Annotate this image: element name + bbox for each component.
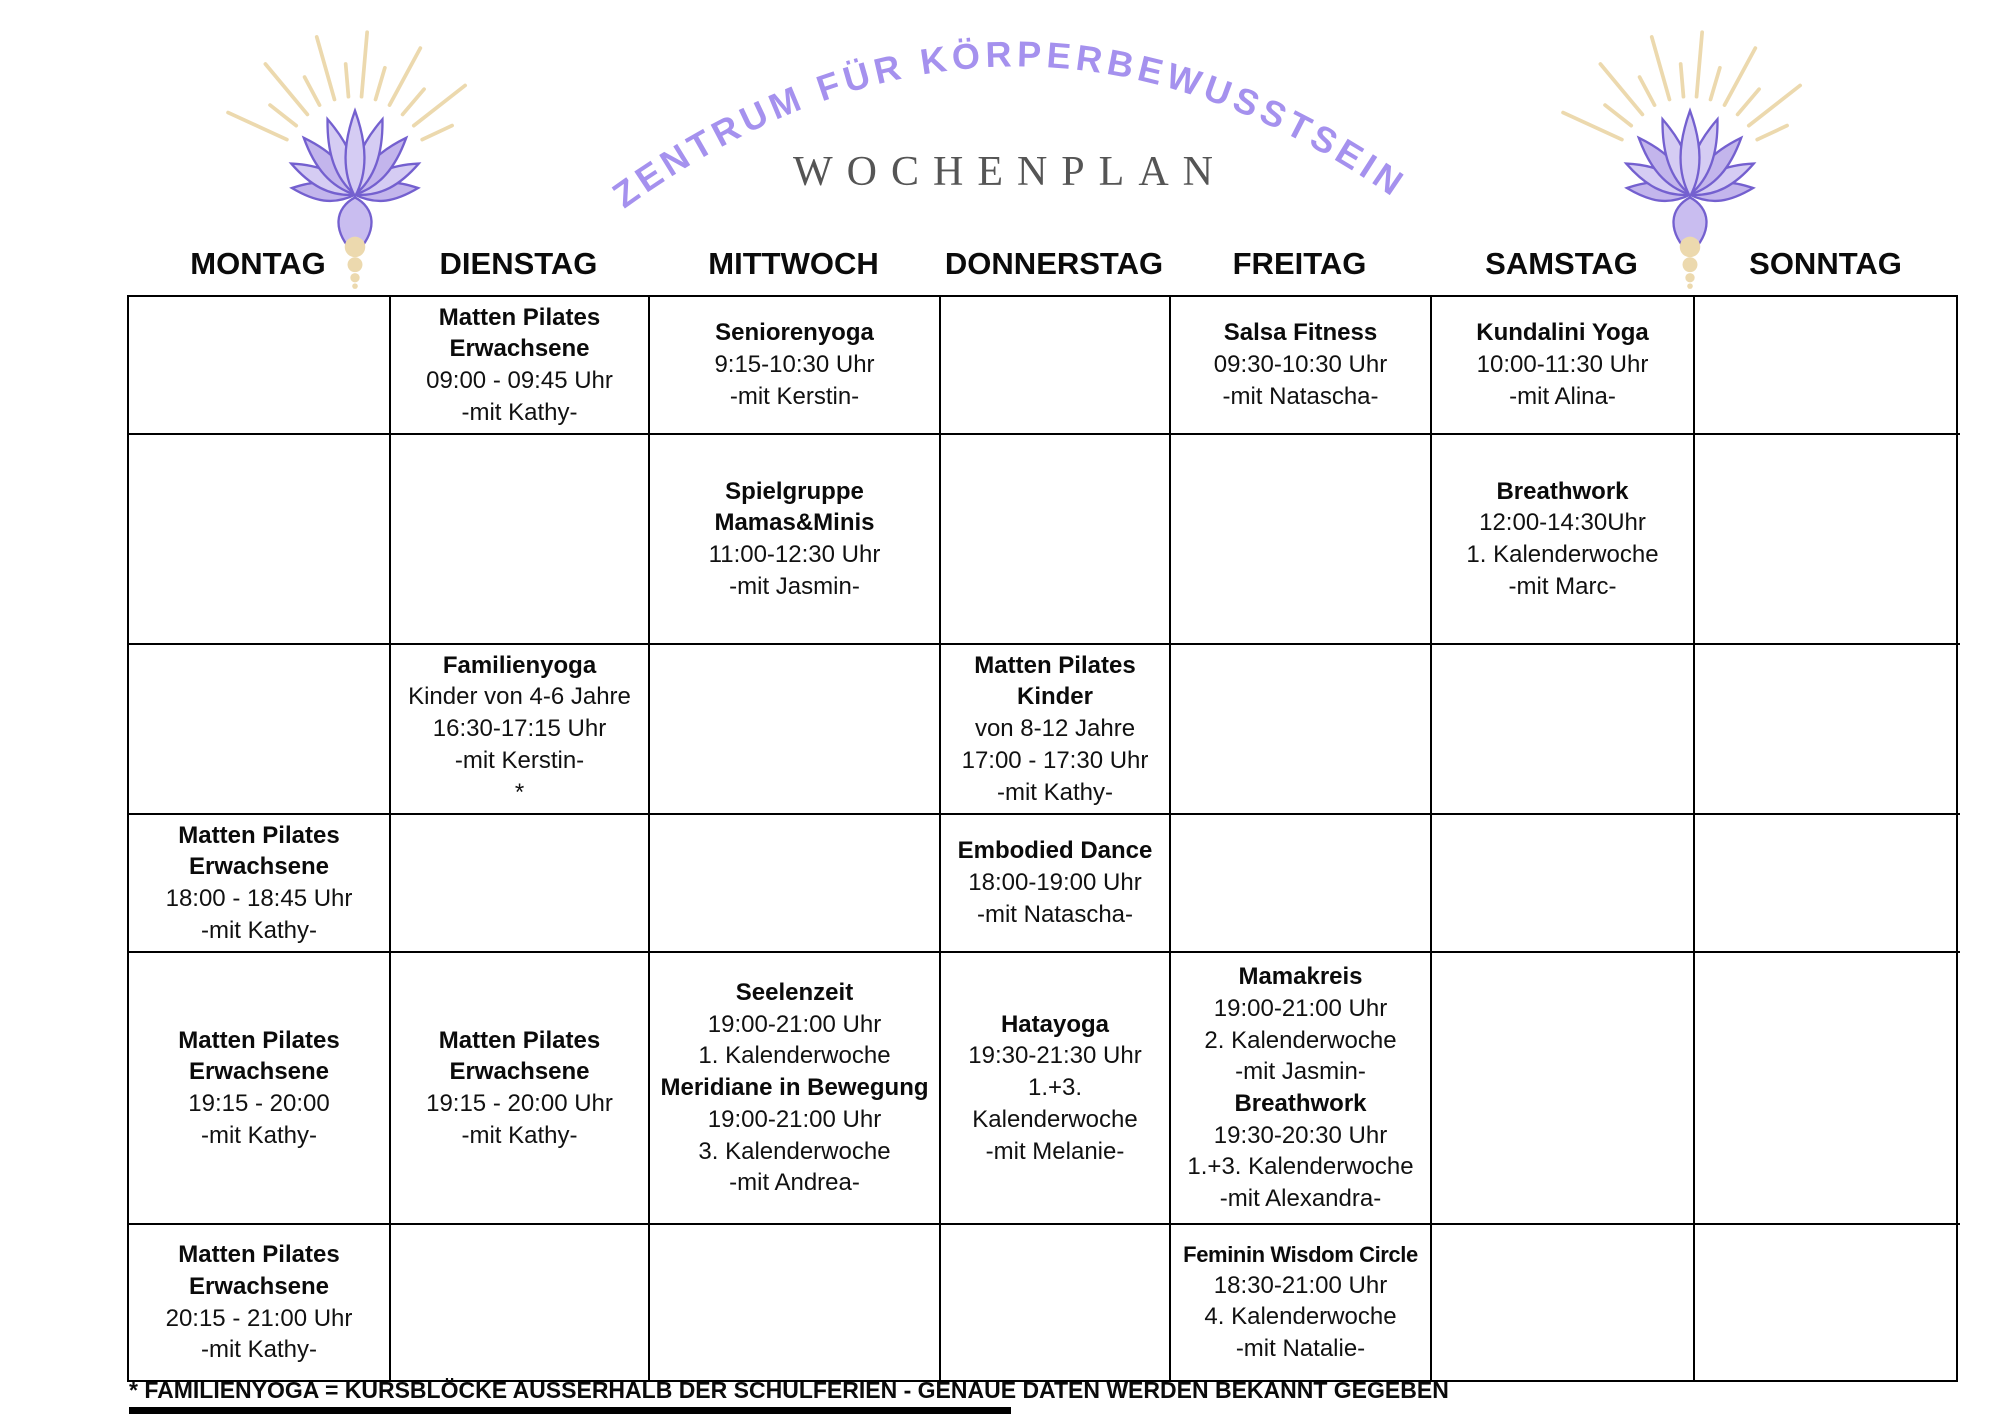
cell-r5-freitag xyxy=(1171,953,1432,1225)
course-time: 19:00-21:00 Uhr xyxy=(707,1010,882,1038)
course-instructor: -mit Kathy- xyxy=(461,1121,578,1149)
course-title: Breathwork xyxy=(1496,477,1629,505)
cell-r4-sonntag xyxy=(1695,815,1960,953)
course-instructor: -mit Natalie- xyxy=(1235,1334,1366,1362)
course-time: 10:00-11:30 Uhr xyxy=(1476,351,1649,379)
course-title: Spielgruppe Mamas&Minis xyxy=(714,477,875,537)
cell-r5-mittwoch xyxy=(650,953,941,1225)
cell-r1-mittwoch xyxy=(650,297,941,435)
course-title: Salsa Fitness xyxy=(1223,319,1378,347)
course-instructor: -mit Kathy- xyxy=(461,398,578,426)
day-header-freitag: FREITAG xyxy=(1232,246,1367,281)
course-title: Embodied Dance xyxy=(957,837,1153,865)
course-age: von 8-12 Jahre xyxy=(974,715,1136,743)
course-time: 19:15 - 20:00 xyxy=(188,1090,330,1117)
course-time: 11:00-12:30 Uhr xyxy=(708,541,881,568)
course-title: Matten Pilates Erwachsene xyxy=(178,821,340,881)
course-instructor: -mit Kathy- xyxy=(200,916,317,944)
day-header-row xyxy=(127,236,1958,286)
cell-r2-samstag xyxy=(1432,435,1695,645)
course-title: Familienyoga xyxy=(442,651,597,679)
cell-r4-mittwoch xyxy=(650,815,941,953)
cell-r6-montag xyxy=(129,1225,391,1380)
cutoff-bottom-bar xyxy=(129,1407,1011,1414)
course-time: 09:00 - 09:45 Uhr xyxy=(426,367,613,394)
page-title: WOCHENPLAN xyxy=(793,149,1227,195)
course-title: Hatayoga xyxy=(1000,1010,1110,1038)
cell-r2-freitag xyxy=(1171,435,1432,645)
course-time: 17:00 - 17:30 Uhr xyxy=(961,746,1149,774)
cell-r5-sonntag xyxy=(1695,953,1960,1225)
footnote: * FAMILIENYOGA = KURSBLÖCKE AUSSERHALB DER SCHULFERIEN - GENAUE DATEN WERDEN BEKANNT GEGEBEN xyxy=(129,1377,1449,1403)
course-instructor: -mit Jasmin- xyxy=(1235,1058,1366,1086)
cell-r3-dienstag xyxy=(391,645,650,815)
course-title: Meridiane in Bewegung xyxy=(660,1074,929,1102)
course-instructor: -mit Jasmin- xyxy=(729,572,860,600)
course-time: 19:15 - 20:00 Uhr xyxy=(426,1090,613,1117)
course-time: 09:30-10:30 Uhr xyxy=(1213,351,1388,379)
course-instructor: -mit Kathy- xyxy=(996,778,1113,806)
course-title: Breathwork xyxy=(1234,1090,1367,1117)
course-instructor: -mit Alexandra- xyxy=(1219,1185,1382,1213)
course-instructor: -mit Kerstin- xyxy=(454,746,585,774)
course-week: 2. Kalenderwoche xyxy=(1204,1026,1397,1054)
course-time: 18:30-21:00 Uhr xyxy=(1213,1271,1388,1299)
course-week: 3. Kalenderwoche xyxy=(698,1137,891,1165)
course-title: Matten Pilates Erwachsene xyxy=(178,1026,340,1086)
brand-arc xyxy=(0,0,1999,260)
cell-r6-donnerstag xyxy=(941,1225,1171,1380)
course-week: Kalenderwoche xyxy=(972,1105,1138,1133)
cell-r6-freitag xyxy=(1171,1225,1432,1380)
course-time: 20:15 - 21:00 Uhr xyxy=(165,1304,353,1332)
course-time: 19:00-21:00 Uhr xyxy=(1213,994,1388,1022)
course-title: Seniorenyoga xyxy=(715,319,874,347)
course-title: Seelenzeit xyxy=(735,979,854,1007)
course-instructor: -mit Marc- xyxy=(1508,572,1617,600)
cell-r1-samstag xyxy=(1432,297,1695,435)
course-time: 9:15-10:30 Uhr xyxy=(714,351,875,379)
course-time: 12:00-14:30Uhr xyxy=(1479,509,1646,537)
cell-r3-mittwoch xyxy=(650,645,941,815)
cell-r4-dienstag xyxy=(391,815,650,953)
course-time: 19:30-21:30 Uhr xyxy=(968,1042,1142,1070)
cell-r3-freitag xyxy=(1171,645,1432,815)
course-week: 1.+3. xyxy=(1027,1074,1083,1102)
course-instructor: -mit Natascha- xyxy=(976,900,1134,928)
course-time: 19:00-21:00 Uhr xyxy=(707,1105,882,1133)
day-header-samstag: SAMSTAG xyxy=(1485,246,1638,281)
brand-text: ZENTRUM FÜR KÖRPERBEWUSSTSEIN xyxy=(604,33,1415,216)
cell-r4-freitag xyxy=(1171,815,1432,953)
course-instructor: -mit Kathy- xyxy=(200,1121,317,1149)
cell-r6-sonntag xyxy=(1695,1225,1960,1380)
course-title: Mamakreis xyxy=(1238,963,1363,991)
course-instructor: -mit Kathy- xyxy=(200,1336,317,1364)
course-title: Matten Pilates Kinder xyxy=(974,651,1136,711)
cell-r2-dienstag xyxy=(391,435,650,645)
cell-r4-donnerstag xyxy=(941,815,1171,953)
cell-r3-sonntag xyxy=(1695,645,1960,815)
course-instructor: -mit Alina- xyxy=(1509,382,1616,410)
cell-r4-montag xyxy=(129,815,391,953)
course-time: 18:00 - 18:45 Uhr xyxy=(165,885,353,912)
course-week: 1. Kalenderwoche xyxy=(1466,541,1659,568)
course-title: Matten Pilates Erwachsene xyxy=(178,1241,340,1300)
cell-r5-donnerstag xyxy=(941,953,1171,1225)
cell-r2-donnerstag xyxy=(941,435,1171,645)
cell-r6-samstag xyxy=(1432,1225,1695,1380)
course-week: 1. Kalenderwoche xyxy=(698,1042,891,1070)
course-instructor: -mit Natascha- xyxy=(1222,382,1379,410)
day-header-dienstag: DIENSTAG xyxy=(439,246,598,281)
course-time: 19:30-20:30 Uhr xyxy=(1213,1121,1388,1149)
course-age: Kinder von 4-6 Jahre xyxy=(408,683,631,711)
cell-r2-sonntag xyxy=(1695,435,1960,645)
day-header-mittwoch: MITTWOCH xyxy=(708,246,879,281)
cell-r1-dienstag xyxy=(391,297,650,435)
cell-r5-samstag xyxy=(1432,953,1695,1225)
weekly-schedule-table xyxy=(127,295,1958,1382)
cell-r5-dienstag xyxy=(391,953,650,1225)
cell-r2-mittwoch xyxy=(650,435,941,645)
day-header-montag: MONTAG xyxy=(190,246,326,281)
cell-r6-dienstag xyxy=(391,1225,650,1380)
cell-r6-mittwoch xyxy=(650,1225,941,1380)
cell-r1-sonntag xyxy=(1695,297,1960,435)
cell-r3-samstag xyxy=(1432,645,1695,815)
cell-r4-samstag xyxy=(1432,815,1695,953)
course-week: 4. Kalenderwoche xyxy=(1204,1303,1397,1331)
cell-r3-donnerstag xyxy=(941,645,1171,815)
cell-r1-montag xyxy=(129,297,391,435)
course-time: 18:00-19:00 Uhr xyxy=(968,869,1142,897)
course-instructor: -mit Andrea- xyxy=(729,1169,860,1197)
day-header-donnerstag: DONNERSTAG xyxy=(944,246,1164,281)
course-title: Kundalini Yoga xyxy=(1476,319,1649,347)
course-title: Matten Pilates Erwachsene xyxy=(438,1026,601,1086)
course-instructor: -mit Melanie- xyxy=(985,1137,1125,1165)
footnote-asterisk: * xyxy=(514,778,525,806)
cell-r2-montag xyxy=(129,435,391,645)
course-instructor: -mit Kerstin- xyxy=(729,382,860,410)
course-title: Feminin Wisdom Circle xyxy=(1183,1242,1418,1268)
day-header-sonntag: SONNTAG xyxy=(1749,246,1902,281)
cell-r1-freitag xyxy=(1171,297,1432,435)
course-title: Matten Pilates Erwachsene xyxy=(438,303,601,363)
cell-r5-montag xyxy=(129,953,391,1225)
course-time: 16:30-17:15 Uhr xyxy=(432,715,607,743)
cell-r3-montag xyxy=(129,645,391,815)
course-week: 1.+3. Kalenderwoche xyxy=(1187,1153,1414,1181)
cell-r1-donnerstag xyxy=(941,297,1171,435)
